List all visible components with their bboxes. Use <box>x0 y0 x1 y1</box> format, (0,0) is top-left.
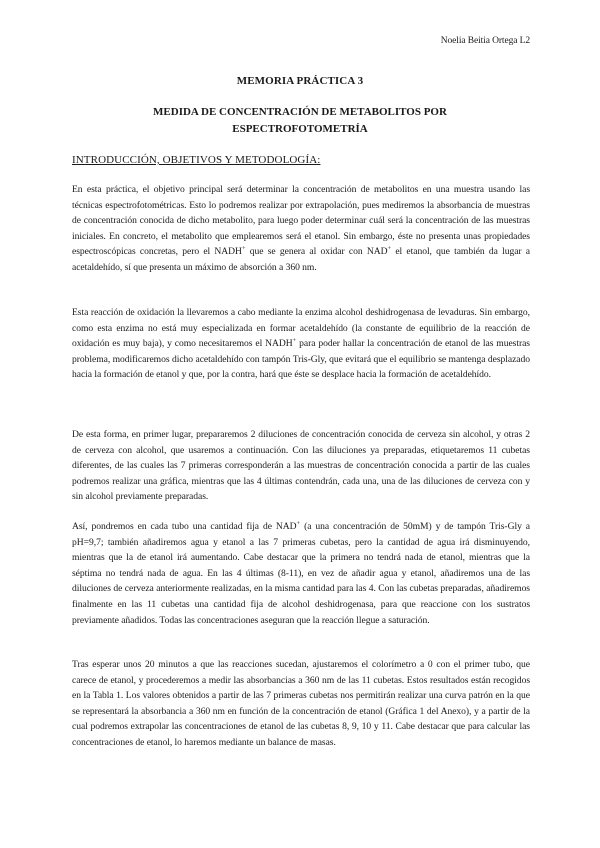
superscript: + <box>292 337 297 344</box>
paragraph-intro <box>72 182 530 276</box>
paragraph-text: (a una concentración de 50mM) y de tampón Tris-Gly a pH=9,7; también añadiremos agua y etanol a las 7 primeras cubetas, pero la cantidad de agua irá disminuyendo, mientras que la de etanol irá aumentando. Cabe destacar que la primera no tendrá nada de etanol, mientras que la séptima no tendrá nada de agua. En las 4 últimas (8-11), en vez de añadir agua y etanol, añadiremos una de las diluciones de cerveza anteriormente realizadas, en la misma cantidad para las 4. Con las cubetas preparadas, añadiremos finalmente en las 11 cubetas una cantidad fija de alcohol deshidrogenasa, para que reaccione con los sustratos previamente añadidos. Todas las concentraciones aseguran que la reacción llegue a saturación. <box>72 521 530 626</box>
paragraph-text: Así, pondremos en cada tubo una cantidad fija de NAD <box>72 521 297 532</box>
paragraph-procedure <box>72 519 530 628</box>
paragraph-text: En esta práctica, el objetivo principal será determinar la concentración de metabolitos en una muestra usando las técnicas espectrofotométricas. Esto lo podremos realizar por extrapolación, pues mediremos la absorbancia de muestras de concentración conocida de dicho metabolito, para luego poder determinar cuál será la concentración de las muestras iniciales. En concreto, el metabolito que emplearemos será el etanol. Sin embargo, éste no presenta unas propiedades espectroscópicas concretas, pero el NADH <box>72 184 530 258</box>
document-title: MEMORIA PRÁCTICA 3 <box>236 75 364 87</box>
paragraph-measurement: Tras esperar unos 20 minutos a que las reacciones sucedan, ajustaremos el colorímetro a 0 con el primer tubo, que carece de etanol, y procederemos a medir las absorbancias a 360 nm de las 11 cubetas. Estos resultados están recogidos en la Tabla 1. Los valores obtenidos a partir de las 7 primeras cubetas nos permitirán realizar una curva patrón en la que se representará la absorbancia a 360 nm en función de la concentración de etanol (Gráfica 1 del Anexo), y a partir de la cual podremos extrapolar las concentraciones de etanol de las cubetas 8, 9, 10 y 11. Cabe destacar que para calcular las concentraciones de etanol, lo haremos mediante un balance de masas. <box>72 659 530 748</box>
superscript: + <box>241 245 246 253</box>
paragraph-text: que se genera al oxidar con NAD <box>245 246 388 258</box>
paragraph-dilutions: De esta forma, en primer lugar, prepararemos 2 diluciones de concentración conocida de cerveza sin alcohol, y otras 2 de cerveza con alcohol, que usaremos a continuación. Con las diluciones ya preparadas, etiquetaremos 11 cubetas diferentes, de las cuales las 7 primeras corresponderán a las muestras de concentración conocida a partir de las cuales podremos realizar una gráfica, mientras que las 4 últimas contendrán, cada una, una de las diluciones de cerveza con y sin alcohol previamente preparadas. <box>72 429 530 503</box>
document-subtitle: MEDIDA DE CONCENTRACIÓN DE METABOLITOS POR ESPECTROFOTOMETRÍA <box>153 106 447 135</box>
paragraph-text: el etanol, que también da lugar a acetaldehído, sí que presenta un máximo de absorción a 360 nm. <box>72 246 530 273</box>
section-heading: INTRODUCCIÓN, OBJETIVOS Y METODOLOGÍA: <box>72 154 321 166</box>
paragraph-text: Esta reacción de oxidación la llevaremos a cabo mediante la enzima alcohol deshidrogenasa de levaduras. Sin embargo, como esta enzima no está muy especializada en formar acetaldehído (la constante de equilibrio de la reacción de oxidación es muy baja), y como necesitaremos el NADH <box>72 307 530 350</box>
author-header: Noelia Beitia Ortega L2 <box>440 36 530 46</box>
paragraph-text: para poder hallar la concentración de etanol de las muestras problema, modificaremos dicho acetaldehído con tampón Tris-Gly, que evitará que el equilibrio se mantenga desplazado hacia la formación de etanol y que, por la contra, hará que éste se desplace hacia la formación de acetaldehído. <box>72 338 530 381</box>
superscript: + <box>387 245 392 253</box>
superscript: + <box>296 519 301 527</box>
paragraph-reaction <box>72 305 530 383</box>
